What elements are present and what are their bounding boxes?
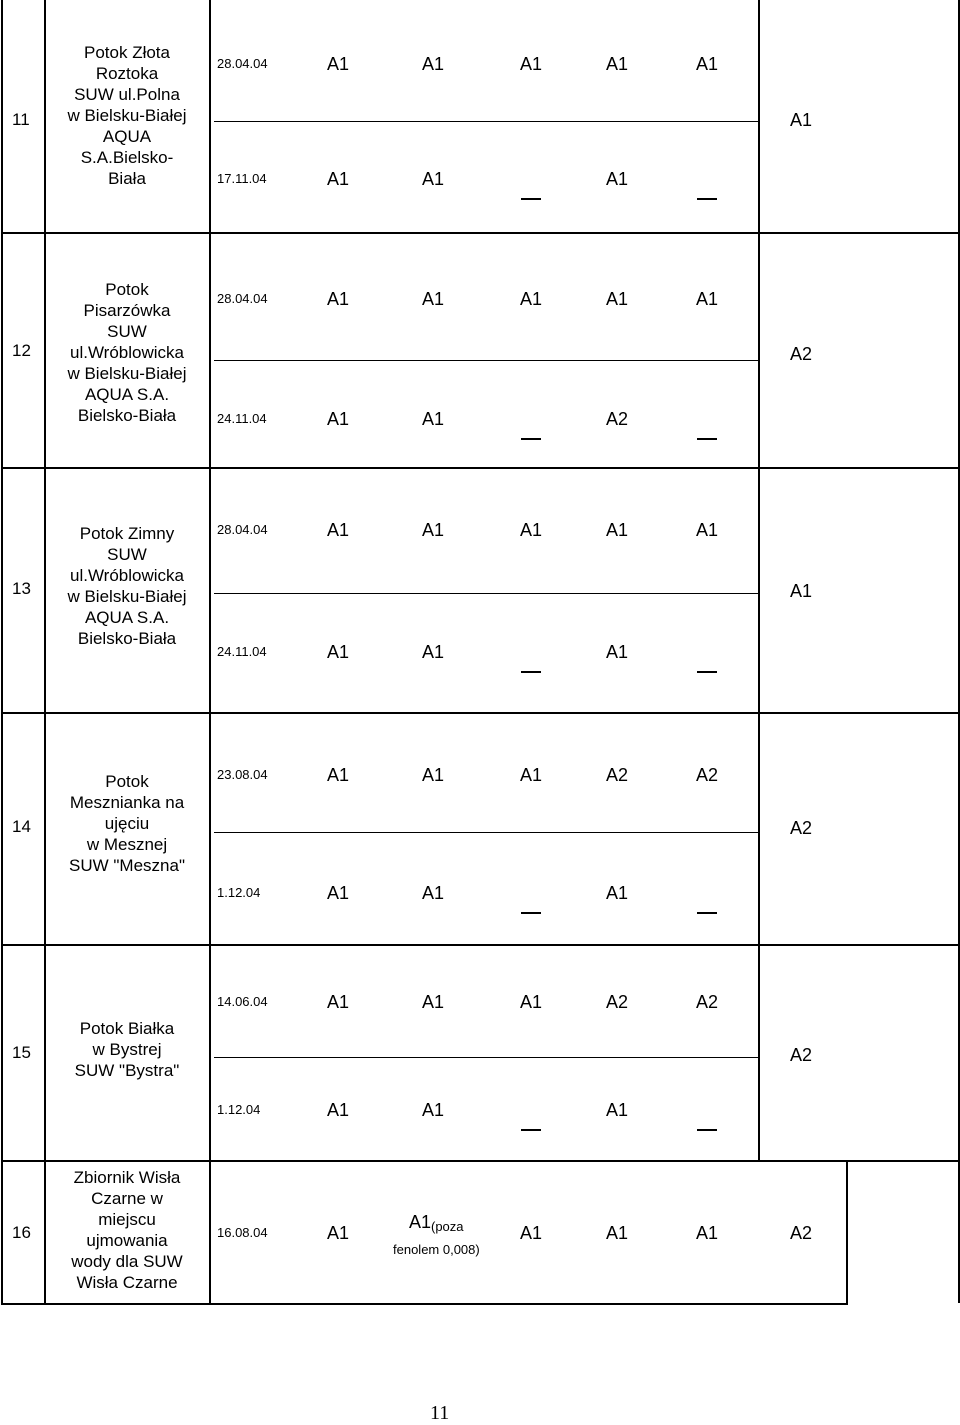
- quality-class-value: A1: [326, 992, 350, 1012]
- site-name-line: AQUA S.A.: [84, 385, 170, 404]
- sample-date: 1.12.04: [217, 885, 261, 900]
- column-divider-name: [209, 1160, 211, 1303]
- quality-class-value: A1: [605, 642, 629, 662]
- site-name-line: Biała: [108, 169, 146, 188]
- site-name-line: SUW "Meszna": [69, 856, 185, 875]
- missing-value-dash: [697, 912, 717, 914]
- table-bottom-border: [1, 1303, 848, 1305]
- quality-class-value: A1: [519, 765, 543, 785]
- sample-date: 28.04.04: [217, 56, 268, 71]
- site-name-line: SUW: [107, 545, 147, 564]
- final-class: A1: [789, 110, 813, 130]
- row-separator: [1, 232, 958, 234]
- final-class: A1: [789, 581, 813, 601]
- quality-class-value: A1: [421, 765, 445, 785]
- quality-class-value: A1: [326, 54, 350, 74]
- column-divider-name: [209, 0, 211, 1160]
- row-number: 16: [12, 1223, 31, 1242]
- site-name-line: Bielsko-Biała: [77, 406, 177, 425]
- site-name-line: AQUA S.A.: [84, 608, 170, 627]
- quality-class-value: A1: [421, 883, 445, 903]
- site-name-line: Mesznianka na: [69, 793, 185, 812]
- site-name-line: AQUA: [102, 127, 152, 146]
- quality-class-value: A1: [326, 1223, 350, 1243]
- quality-class-value: A1: [519, 289, 543, 309]
- row-separator: [1, 1160, 958, 1162]
- final-class: A2: [789, 1223, 813, 1243]
- missing-value-dash: [521, 1129, 541, 1131]
- sample-separator: [214, 360, 758, 361]
- quality-class-value: A1: [605, 289, 629, 309]
- quality-class-value: A1: [519, 1223, 543, 1243]
- site-name-line: Pisarzówka: [83, 301, 171, 320]
- quality-class-value: A1: [421, 289, 445, 309]
- site-name-line: w Bielsku-Białej: [67, 106, 187, 125]
- quality-class-value: A1: [695, 520, 719, 540]
- sample-separator: [214, 832, 758, 833]
- site-name-line: SUW: [107, 322, 147, 341]
- sample-date: 1.12.04: [217, 1102, 261, 1117]
- quality-class-value: A1: [605, 169, 629, 189]
- site-name-line: SUW "Bystra": [74, 1061, 180, 1080]
- quality-class-value: A1: [326, 289, 350, 309]
- quality-class-value: A1: [695, 289, 719, 309]
- sample-date: 16.08.04: [217, 1225, 268, 1240]
- quality-class-value: A2: [695, 765, 719, 785]
- site-name-line: S.A.Bielsko-: [80, 148, 174, 167]
- table-left-border: [1, 0, 3, 1303]
- site-name-line: Czarne w: [91, 1189, 163, 1208]
- quality-note: fenolem 0,008): [393, 1242, 480, 1257]
- quality-class-value: A2: [605, 409, 629, 429]
- quality-class-value: A1: [421, 642, 445, 662]
- quality-class-value: A1: [695, 54, 719, 74]
- quality-class-value: A1: [519, 992, 543, 1012]
- quality-class-value: A1: [421, 169, 445, 189]
- site-name-line: SUW ul.Polna: [74, 85, 180, 104]
- site-name-line: w Bielsku-Białej: [67, 364, 187, 383]
- missing-value-dash: [521, 912, 541, 914]
- quality-class-value: A1: [326, 765, 350, 785]
- column-divider-no: [44, 0, 46, 1303]
- quality-class-value: A1: [519, 520, 543, 540]
- sample-separator: [214, 1057, 758, 1058]
- quality-class-value: A1: [421, 520, 445, 540]
- site-name-line: Zbiornik Wisła: [73, 1168, 181, 1187]
- row-number: 15: [12, 1043, 31, 1062]
- quality-note: (poza: [431, 1219, 464, 1234]
- quality-class-value: A1: [326, 409, 350, 429]
- quality-class-value: A1: [421, 1100, 445, 1120]
- quality-class-value: A1: [605, 54, 629, 74]
- site-name-line: wody dla SUW: [71, 1252, 183, 1271]
- site-name-line: Potok: [105, 280, 149, 299]
- quality-class-value: A2: [605, 992, 629, 1012]
- row-number: 11: [12, 110, 30, 129]
- quality-class-value: A1: [605, 883, 629, 903]
- sample-date: 14.06.04: [217, 994, 268, 1009]
- missing-value-dash: [697, 438, 717, 440]
- site-name-line: w Bielsku-Białej: [67, 587, 187, 606]
- site-name-line: w Bystrej: [92, 1040, 162, 1059]
- quality-class-value: A1: [695, 1223, 719, 1243]
- quality-class-value: A1: [605, 1100, 629, 1120]
- sample-date: 17.11.04: [217, 171, 267, 186]
- row-number: 14: [12, 817, 31, 836]
- site-name-line: Potok Złota: [84, 43, 170, 62]
- row-separator: [1, 944, 958, 946]
- quality-class-value: A1: [326, 1100, 350, 1120]
- quality-class-value: A2: [605, 765, 629, 785]
- final-class: A2: [789, 1045, 813, 1065]
- site-name-line: ul.Wróblowicka: [69, 343, 184, 362]
- missing-value-dash: [521, 438, 541, 440]
- quality-class-value: A1: [326, 883, 350, 903]
- site-name-line: Roztoka: [95, 64, 159, 83]
- site-name-line: Wisła Czarne: [76, 1273, 178, 1292]
- quality-class-value: A1: [421, 409, 445, 429]
- quality-class-value: A1: [605, 1223, 629, 1243]
- quality-class-value: A1: [421, 54, 445, 74]
- missing-value-dash: [697, 1129, 717, 1131]
- site-name-line: ul.Wróblowicka: [69, 566, 184, 585]
- quality-class-value: A1: [408, 1212, 432, 1232]
- sample-date: 24.11.04: [217, 644, 267, 659]
- quality-class-value: A1: [326, 642, 350, 662]
- page-number: 11: [430, 1402, 450, 1424]
- column-divider-right: [846, 1160, 848, 1303]
- row-separator: [1, 712, 958, 714]
- column-divider-final: [758, 0, 760, 1160]
- sample-separator: [214, 121, 758, 122]
- quality-class-value: A1: [326, 169, 350, 189]
- row-number: 13: [12, 579, 31, 598]
- sample-date: 23.08.04: [217, 767, 268, 782]
- site-name-line: Potok: [105, 772, 149, 791]
- site-name-line: w Mesznej: [86, 835, 168, 854]
- sample-date: 24.11.04: [217, 411, 267, 426]
- row-separator: [1, 467, 958, 469]
- sample-date: 28.04.04: [217, 522, 268, 537]
- missing-value-dash: [521, 671, 541, 673]
- quality-class-value: A1: [326, 520, 350, 540]
- site-name-line: miejscu: [98, 1210, 156, 1229]
- site-name-line: Bielsko-Biała: [77, 629, 177, 648]
- site-name-line: Potok Zimny: [79, 524, 175, 543]
- quality-class-value: A1: [519, 54, 543, 74]
- missing-value-dash: [697, 671, 717, 673]
- final-class: A2: [789, 818, 813, 838]
- quality-class-value: A1: [605, 520, 629, 540]
- sample-date: 28.04.04: [217, 291, 268, 306]
- sample-separator: [214, 593, 758, 594]
- row-number: 12: [12, 341, 31, 360]
- site-name-line: ujmowania: [86, 1231, 168, 1250]
- quality-class-value: A1: [421, 992, 445, 1012]
- final-class: A2: [789, 344, 813, 364]
- site-name-line: ujęciu: [104, 814, 150, 833]
- missing-value-dash: [521, 198, 541, 200]
- quality-class-value: A2: [695, 992, 719, 1012]
- site-name-line: Potok Białka: [79, 1019, 175, 1038]
- missing-value-dash: [697, 198, 717, 200]
